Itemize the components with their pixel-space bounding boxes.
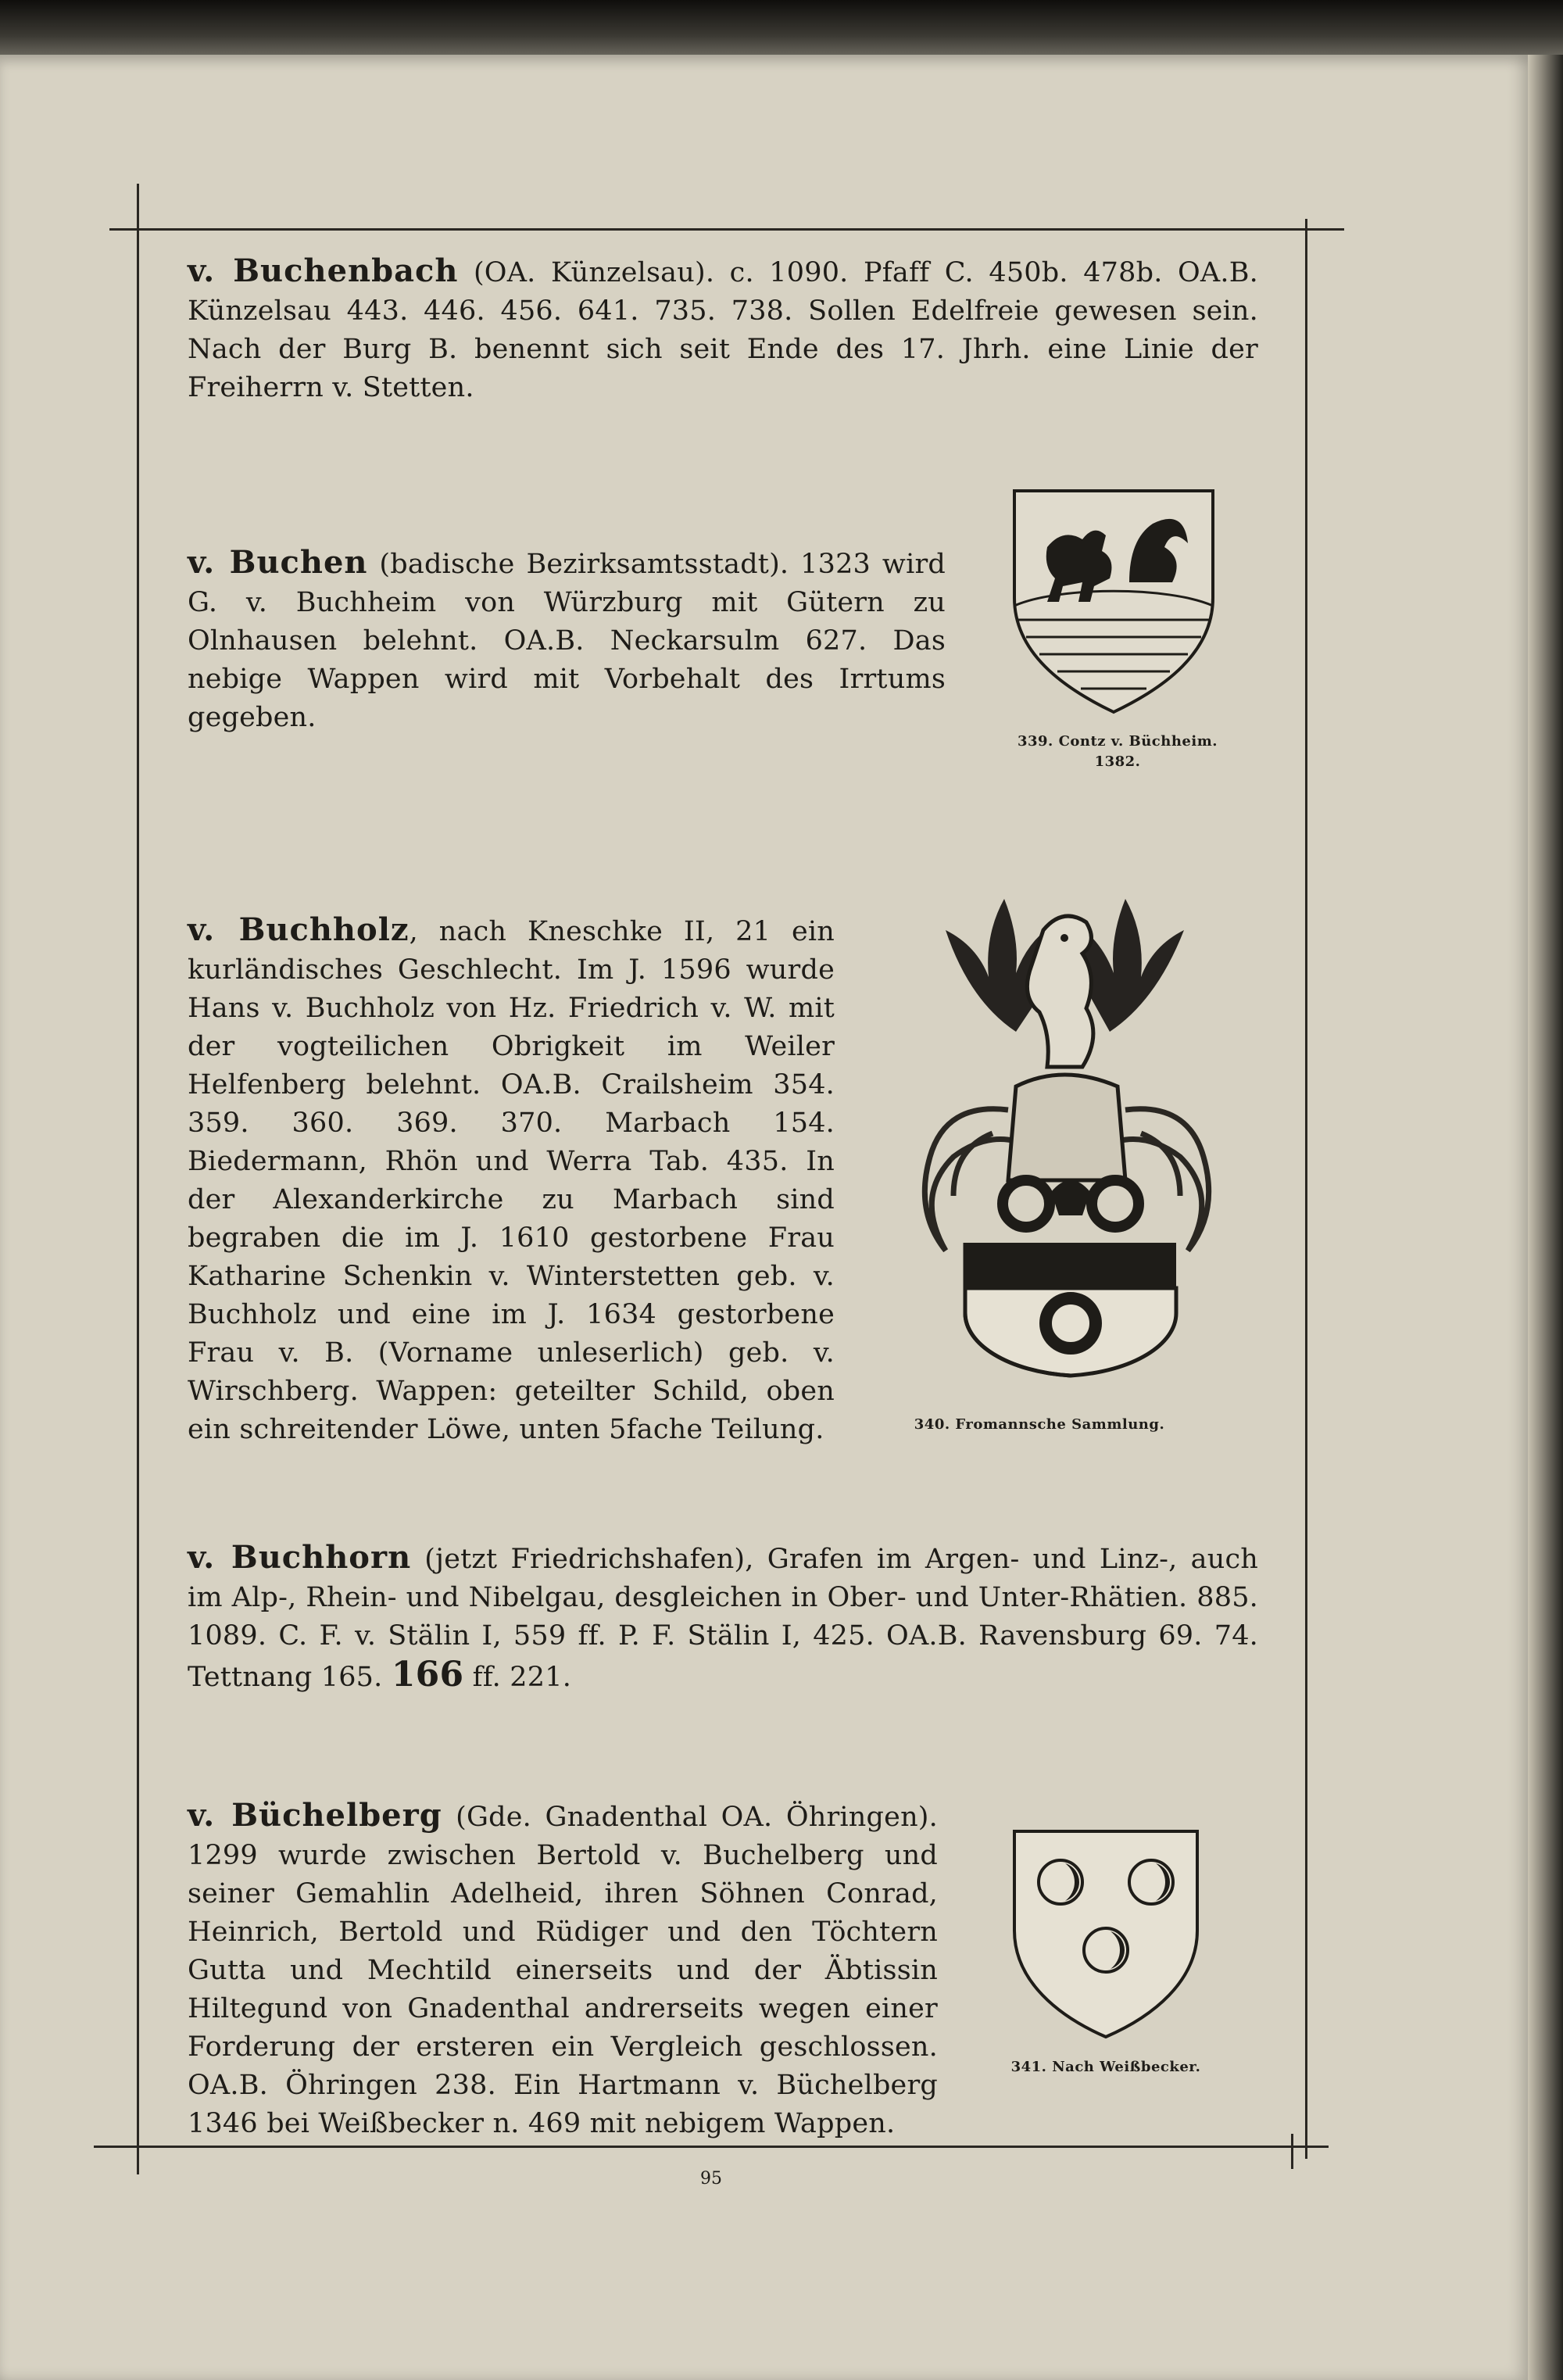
frame-bottom-tick-right (1291, 2134, 1293, 2169)
caption-339 (985, 732, 1250, 772)
page-edge-shadow (1528, 55, 1563, 2380)
caption-line: 341. Nach Weißbecker. (1010, 2059, 1201, 2075)
entry-body-bold-number: 166 (391, 1655, 464, 1695)
entry-head: v. Buchenbach (188, 252, 459, 289)
entry-buchenbach (188, 252, 1258, 407)
entry-body: , nach Kneschke II, 21 ein kurländisches Geschlecht. Im J. 1596 wurde Hans v. Buchholz von Hz. Friedrich v. W. mit der vogteilichen Obrigkeit im Weiler Helfenberg belehnt. OA.B. Crailsheim 354. 359. 360. 369. 370. Marbach 154. Biedermann, Rhön und Werra Tab. 435. In der Alexanderkirche zu Marbach sind begraben die im J. 1610 gestorbene Frau Katharine Schenkin v. Winterstetten geb. v. Buchholz und eine im J. 1634 gestorbene Frau v. B. (Vorname unleserlich) geb. v. Wirschberg. Wappen: geteilter Schild, oben ein schreitender Löwe, unten 5fache Teilung. (188, 916, 835, 1445)
entry-body: ff. 221. (463, 1662, 572, 1693)
entry-buchen (188, 543, 946, 737)
entry-body: (jetzt Friedrichshafen), Grafen im Argen- und Linz-, auch im Alp-, Rhein- und Nibelgau, desgleichen in Ober- und Unter-Rhätien. 885. 1089. C. F. v. Stälin I, 559 ff. P. F. Stälin I, 425. OA.B. Ravensburg 69. 74. Tettnang 165. (188, 1544, 1258, 1693)
caption-line: 340. Fromannsche Sammlung. (914, 1416, 1165, 1433)
entry-body: (OA. Künzelsau). c. 1090. Pfaff C. 450b. 478b. OA.B. Künzelsau 443. 446. 456. 641. 735. 738. Sollen Edelfreie gewesen sein. Nach der Burg B. benennt sich seit Ende des 17. Jhrh. eine Linie der Freiherrn v. Stetten. (188, 257, 1258, 403)
entry-body: (Gde. Gnadenthal OA. Öhringen). 1299 wurde zwischen Bertold v. Buchelberg und seiner Gemahlin Adelheid, ihren Söhnen Conrad, Heinrich, Bertold und Rüdiger und den Töchtern Gutta und Mechtild einerseits und der Äbtissin Hiltegund von Gnadenthal andrerseits wegen einer Forderung der ersteren ein Vergleich geschlossen. OA.B. Öhringen 238. Ein Hartmann v. Büchelberg 1346 bei Weißbecker n. 469 mit nebigem Wappen. (188, 1802, 938, 2139)
entry-head: v. Büchelberg (188, 1797, 442, 1834)
entry-buchholz (188, 911, 835, 1449)
frame-left-rule (137, 228, 139, 2174)
entry-buchhorn (188, 1538, 1258, 1697)
entry-buechelberg (188, 1796, 938, 2143)
caption-340 (875, 1415, 1204, 1435)
entry-head: v. Buchholz (188, 911, 410, 948)
frame-right-rule (1305, 228, 1307, 2159)
caption-line: 1382. (1094, 753, 1141, 770)
coat-of-arms-339 (1012, 489, 1215, 715)
entry-body: (badische Bezirksamtsstadt). 1323 wird G. v. Buchheim von Würzburg mit Gütern zu Olnhausen belehnt. OA.B. Neckarsulm 627. Das nebige Wappen wird mit Vorbehalt des Irrtums gegeben. (188, 549, 946, 733)
entry-head: v. Buchen (188, 544, 368, 581)
caption-line: 339. Contz v. Büchheim. (1017, 733, 1218, 750)
coat-of-arms-340 (899, 875, 1235, 1376)
scan-top-edge (0, 0, 1563, 59)
frame-bottom-rule (94, 2146, 1329, 2148)
coat-of-arms-341 (1012, 1829, 1200, 2040)
caption-341 (981, 2057, 1231, 2078)
frame-top-rule (109, 228, 1344, 231)
entry-head: v. Buchhorn (188, 1539, 412, 1576)
page-number: 95 (700, 2169, 722, 2189)
